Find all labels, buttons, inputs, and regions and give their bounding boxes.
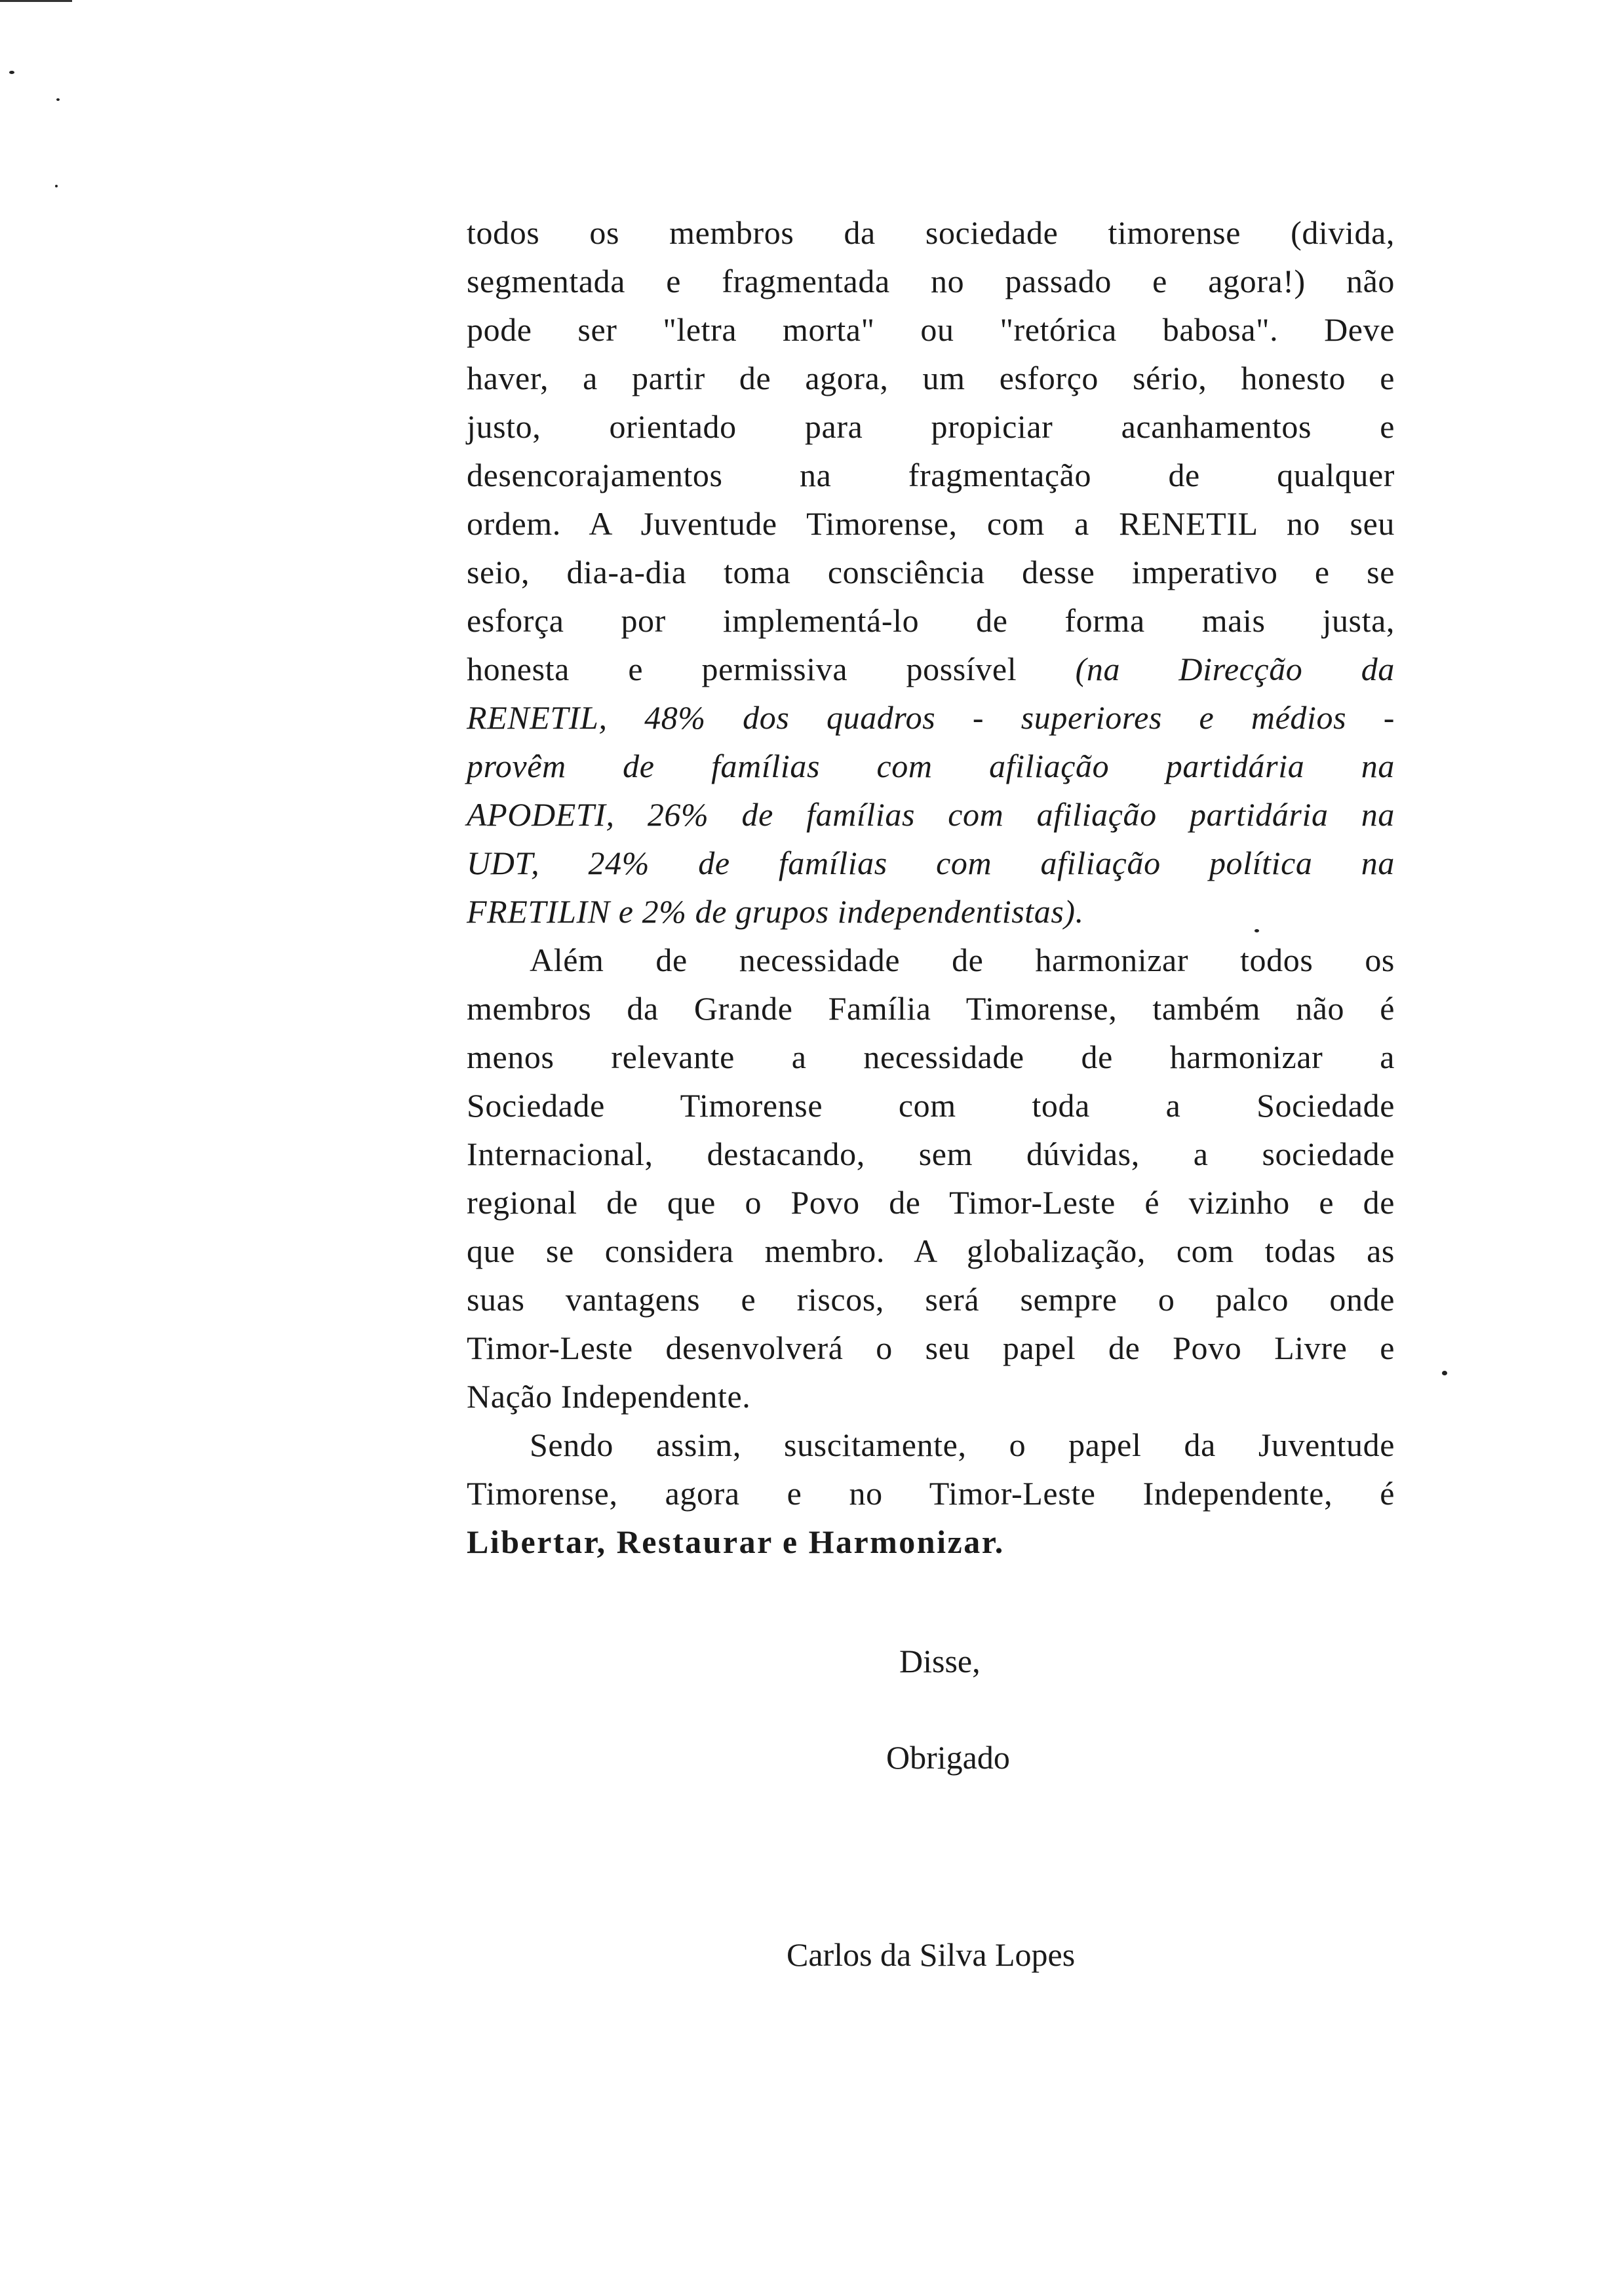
italic-line: provêm de famílias com afiliação partidária na xyxy=(467,748,1395,784)
text-segment: honesta e permissiva possível xyxy=(467,651,1017,687)
text-line: Internacional, destacando, sem dúvidas, a sociedade xyxy=(467,1136,1395,1172)
text-line-mixed xyxy=(467,645,1395,693)
scan-artifact-line xyxy=(0,0,72,2)
paragraph-2 xyxy=(467,936,1395,1421)
paragraph-1 xyxy=(467,208,1395,936)
italic-segment: (na Direcção da xyxy=(1075,651,1395,687)
scan-speck xyxy=(1442,1371,1447,1375)
text-line: Timorense, agora e no Timor-Leste Independente, é xyxy=(467,1475,1395,1512)
text-line: Nação Independente. xyxy=(467,1378,751,1415)
text-line: Sociedade Timorense com toda a Sociedade xyxy=(467,1087,1395,1124)
text-line: que se considera membro. A globalização, com todas as xyxy=(467,1233,1395,1269)
text-line: segmentada e fragmentada no passado e agora!) não xyxy=(467,263,1395,299)
italic-line: RENETIL, 48% dos quadros - superiores e médios - xyxy=(467,699,1395,736)
closing-disse: Disse, xyxy=(899,1643,981,1679)
scan-speck xyxy=(9,71,14,74)
italic-line: UDT, 24% de famílias com afiliação política na xyxy=(467,845,1395,881)
scan-speck xyxy=(55,185,58,187)
paragraph-3 xyxy=(467,1421,1395,1566)
text-line: regional de que o Povo de Timor-Leste é vizinho e de xyxy=(467,1184,1395,1221)
text-line: Sendo assim, suscitamente, o papel da Juventude xyxy=(530,1426,1395,1463)
text-line: menos relevante a necessidade de harmonizar a xyxy=(467,1039,1395,1075)
text-line: Além de necessidade de harmonizar todos os xyxy=(530,942,1395,978)
text-line: membros da Grande Família Timorense, também não é xyxy=(467,990,1395,1027)
text-line: todos os membros da sociedade timorense (divida, xyxy=(467,214,1395,251)
closing-obrigado: Obrigado xyxy=(886,1739,1010,1776)
text-line: desencorajamentos na fragmentação de qualquer xyxy=(467,457,1395,493)
scan-speck xyxy=(56,98,60,101)
text-line: Timor-Leste desenvolverá o seu papel de Povo Livre e xyxy=(467,1330,1395,1366)
text-line: suas vantagens e riscos, será sempre o palco onde xyxy=(467,1281,1395,1318)
body-text xyxy=(467,208,1395,1566)
italic-line: APODETI, 26% de famílias com afiliação partidária na xyxy=(467,796,1395,833)
signature-name: Carlos da Silva Lopes xyxy=(787,1936,1076,1973)
text-line: justo, orientado para propiciar acanhamentos e xyxy=(467,408,1395,445)
text-line: haver, a partir de agora, um esforço sério, honesto e xyxy=(467,360,1395,396)
text-line: esforça por implementá-lo de forma mais justa, xyxy=(467,602,1395,639)
italic-line: FRETILIN e 2% de grupos independentistas). xyxy=(467,893,1084,930)
text-line: pode ser "letra morta" ou "retórica babosa". Deve xyxy=(467,311,1395,348)
bold-conclusion-line: Libertar, Restaurar e Harmonizar. xyxy=(467,1523,1005,1560)
text-line: seio, dia-a-dia toma consciência desse imperativo e se xyxy=(467,554,1395,590)
text-line: ordem. A Juventude Timorense, com a RENETIL no seu xyxy=(467,505,1395,542)
